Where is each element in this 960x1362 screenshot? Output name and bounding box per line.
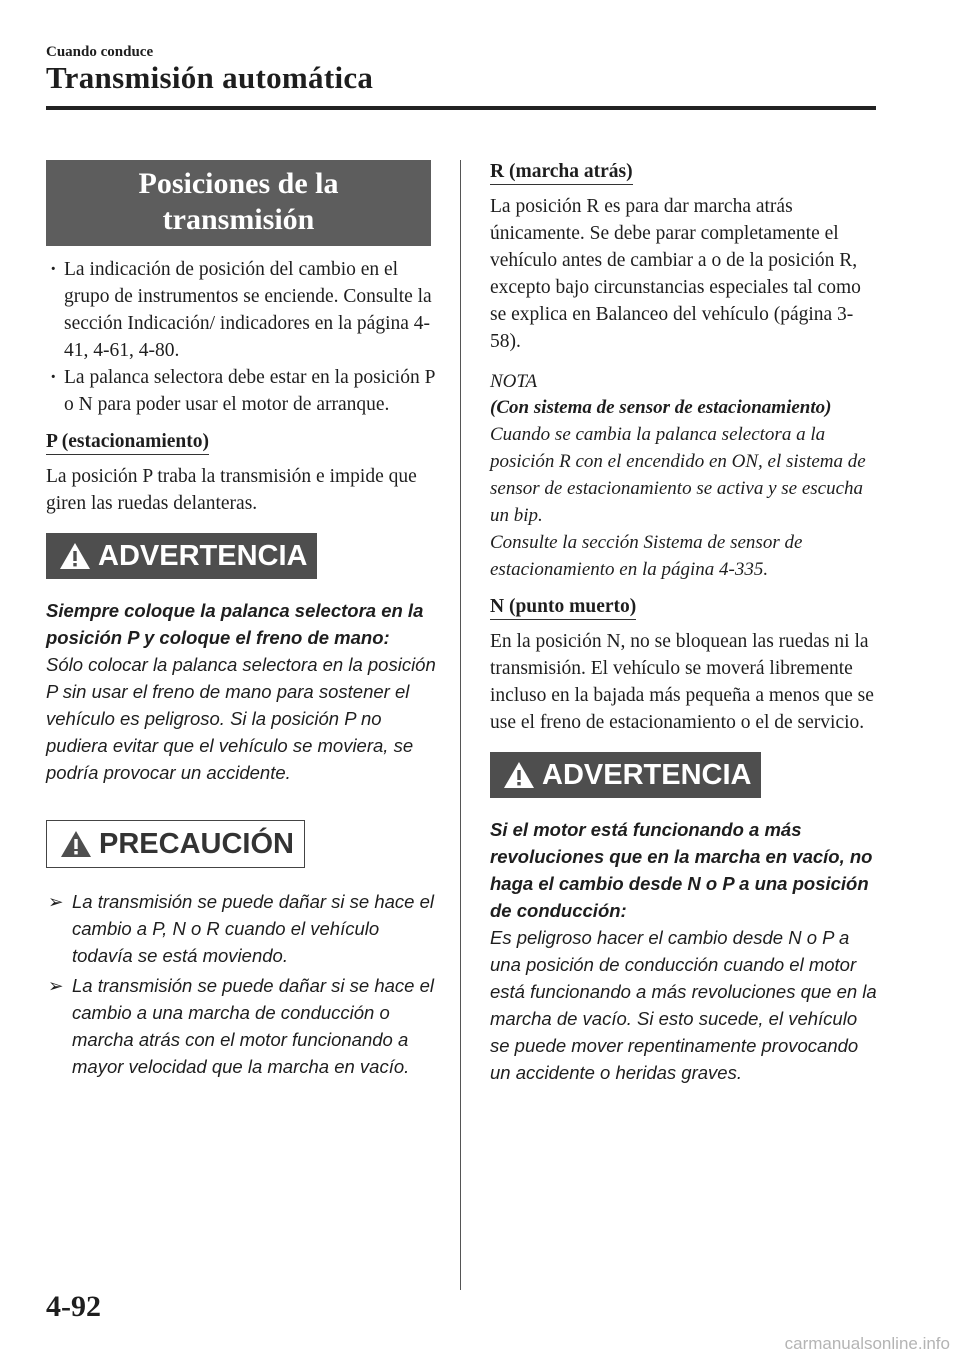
section-label: Cuando conduce bbox=[46, 44, 154, 60]
r-text: La posición R es para dar marcha atrás únicamente. Se debe parar completamente el vehículo antes de cambiar a o de la posición R, excepto bajo circunstancias especiales tal como se explica en Balanceo del vehículo (página 3-58). bbox=[490, 196, 861, 352]
warning-triangle-icon bbox=[502, 760, 536, 790]
p-heading: P (estacionamiento) bbox=[46, 430, 209, 455]
warning-body: Es peligroso hacer el cambio desde N o P a una posición de conducción cuando el motor está funcionando a más revoluciones que en la marcha de vacío. Si esto sucede, el vehículo se puede mover repentinamente provocando un accidente o heridas graves. bbox=[490, 927, 877, 1083]
list-item: · La indicación de posición del cambio en el grupo de instrumentos se enciende. Consulte la sección Indicación/ indicadores en la página 4-41, 4-61, 4-80. bbox=[46, 256, 436, 364]
left-column bbox=[46, 160, 436, 1083]
caution-triangle-icon bbox=[59, 829, 93, 859]
warning-triangle-icon bbox=[58, 541, 92, 571]
caution-label: PRECAUCIÓN bbox=[99, 827, 294, 860]
banner-line-1: Posiciones de la bbox=[138, 167, 339, 200]
arrow-right-icon: ➢ bbox=[48, 975, 64, 996]
page-number: 4-92 bbox=[46, 1290, 101, 1323]
arrow-right-icon: ➢ bbox=[48, 891, 64, 912]
warning-badge bbox=[46, 533, 317, 579]
r-heading: R (marcha atrás) bbox=[490, 160, 633, 185]
p-text: La posición P traba la transmisión e impide que giren las ruedas delanteras. bbox=[46, 466, 417, 514]
caution-badge bbox=[46, 820, 305, 868]
note-title: (Con sistema de sensor de estacionamiento) bbox=[490, 397, 832, 418]
n-text: En la posición N, no se bloquean las ruedas ni la transmisión. El vehículo se moverá libremente incluso en la bajada más pequeña a menos que se use el freno de estacionamiento o el de servicio. bbox=[490, 631, 874, 733]
column-divider bbox=[460, 160, 461, 1290]
warning-body: Sólo colocar la palanca selectora en la posición P sin usar el freno de mano para sostener el vehículo es peligroso. Si la posición P no pudiera evitar que el vehículo se moviera, se podría provocar un accidente. bbox=[46, 654, 436, 783]
warning-title: Siempre coloque la palanca selectora en la posición P y coloque el freno de mano: bbox=[46, 600, 424, 648]
note-body: Cuando se cambia la palanca selectora a la posición R con el encendido en ON, el sistema de sensor de estacionamiento se activa y se escucha un bip. bbox=[490, 424, 866, 526]
banner-line-2: transmisión bbox=[162, 203, 315, 236]
warning-label: ADVERTENCIA bbox=[542, 758, 752, 791]
warning-badge bbox=[490, 752, 761, 798]
section-banner bbox=[46, 160, 431, 246]
list-item: · La palanca selectora debe estar en la posición P o N para poder usar el motor de arranque. bbox=[46, 364, 436, 418]
intro-bullets bbox=[46, 256, 436, 418]
n-heading: N (punto muerto) bbox=[490, 595, 636, 620]
note-body: Consulte la sección Sistema de sensor de estacionamiento en la página 4-335. bbox=[490, 532, 803, 580]
caution-list bbox=[46, 888, 436, 1080]
right-column bbox=[490, 160, 880, 1086]
page-title: Transmisión automática bbox=[46, 60, 374, 95]
warning-label: ADVERTENCIA bbox=[98, 539, 308, 572]
header-rule bbox=[46, 106, 876, 110]
note-label: NOTA bbox=[490, 371, 538, 392]
watermark: carmanualsonline.info bbox=[784, 1334, 950, 1353]
list-item: ➢ La transmisión se puede dañar si se hace el cambio a P, N o R cuando el vehículo todavía se está moviendo. bbox=[46, 888, 436, 969]
list-item: ➢ La transmisión se puede dañar si se hace el cambio a una marcha de conducción o marcha atrás con el motor funcionando a mayor velocidad que la marcha en vacío. bbox=[46, 972, 436, 1080]
warning-title: Si el motor está funcionando a más revoluciones que en la marcha en vacío, no haga el cambio desde N o P a una posición de conducción: bbox=[490, 819, 873, 921]
